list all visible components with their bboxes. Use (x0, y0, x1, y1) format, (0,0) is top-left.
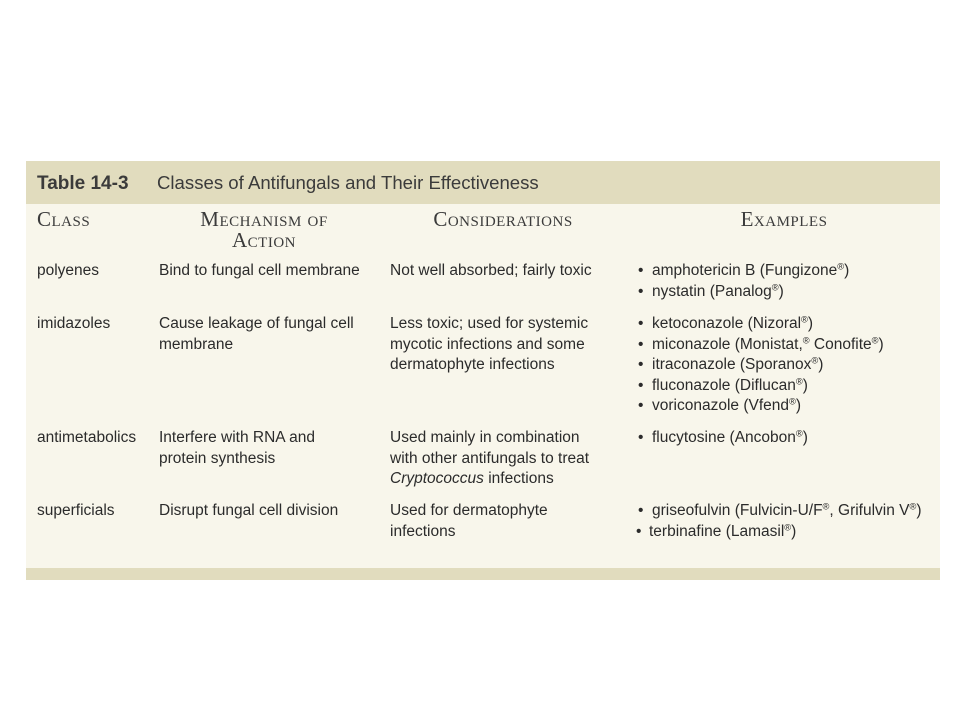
registered-mark: ® (909, 501, 917, 512)
table-caption (37, 161, 539, 204)
class-cell: polyenes (37, 262, 100, 279)
example-item: • griseofulvin (Fulvicin-U/F®, Grifulvin V®) (638, 501, 938, 522)
registered-mark: ® (871, 334, 879, 345)
registered-mark: ® (837, 261, 845, 272)
class-cell: imidazoles (37, 315, 111, 332)
example-item: • voriconazole (Vfend®) (638, 396, 938, 417)
table-title: Classes of Antifungals and Their Effectiveness (157, 172, 539, 193)
mechanism-cell: Cause leakage of fungal cell membrane (159, 315, 354, 353)
column-header-considerations: Considerations (433, 207, 573, 231)
registered-mark: ® (795, 375, 803, 386)
considerations-text: Used mainly in combination with other antifungals to treat (390, 429, 590, 467)
mechanism-cell: Disrupt fungal cell division (159, 502, 339, 519)
mechanism-cell: Interfere with RNA and protein synthesis (159, 429, 315, 467)
example-item: • flucytosine (Ancobon®) (638, 428, 938, 449)
considerations-cell: Used for dermatophyte infections (390, 502, 548, 540)
table-bottom-bar (26, 568, 940, 580)
considerations-text-end: infections (483, 470, 554, 487)
considerations-cell: Not well absorbed; fairly toxic (390, 262, 592, 279)
table-number: Table 14-3 (37, 173, 129, 194)
examples-list (638, 428, 938, 449)
considerations-cell (390, 428, 636, 490)
antifungal-table (26, 161, 940, 580)
registered-mark: ® (822, 501, 830, 512)
examples-list (638, 314, 938, 417)
table-title-bar (26, 161, 940, 204)
registered-mark: ® (802, 334, 810, 345)
example-item: • fluconazole (Diflucan®) (638, 376, 938, 397)
example-item: • terbinafine (Lamasil®) (636, 522, 938, 543)
class-cell: antimetabolics (37, 429, 137, 446)
column-header-class: Class (37, 207, 91, 231)
column-header-examples: Examples (740, 207, 828, 231)
mechanism-cell: Bind to fungal cell membrane (159, 262, 360, 279)
example-item: • nystatin (Panalog®) (638, 282, 938, 303)
column-header-mechanism: Mechanism of Action (200, 207, 328, 252)
examples-list (638, 261, 938, 302)
registered-mark: ® (784, 521, 792, 532)
registered-mark: ® (789, 396, 796, 407)
example-item: • amphotericin B (Fungizone®) (638, 261, 938, 282)
registered-mark: ® (811, 355, 819, 366)
example-item: • miconazole (Monistat,® Conofite®) (638, 335, 938, 356)
class-cell: superficials (37, 502, 115, 519)
examples-list (638, 501, 938, 542)
registered-mark: ® (795, 428, 803, 439)
example-item: • ketoconazole (Nizoral®) (638, 314, 938, 335)
considerations-organism-name: Cryptococcus (390, 470, 484, 487)
example-item: • itraconazole (Sporanox®) (638, 355, 938, 376)
registered-mark: ® (801, 314, 808, 325)
considerations-cell: Less toxic; used for systemic mycotic infections and some dermatophyte infections (390, 315, 589, 373)
registered-mark: ® (771, 281, 779, 292)
